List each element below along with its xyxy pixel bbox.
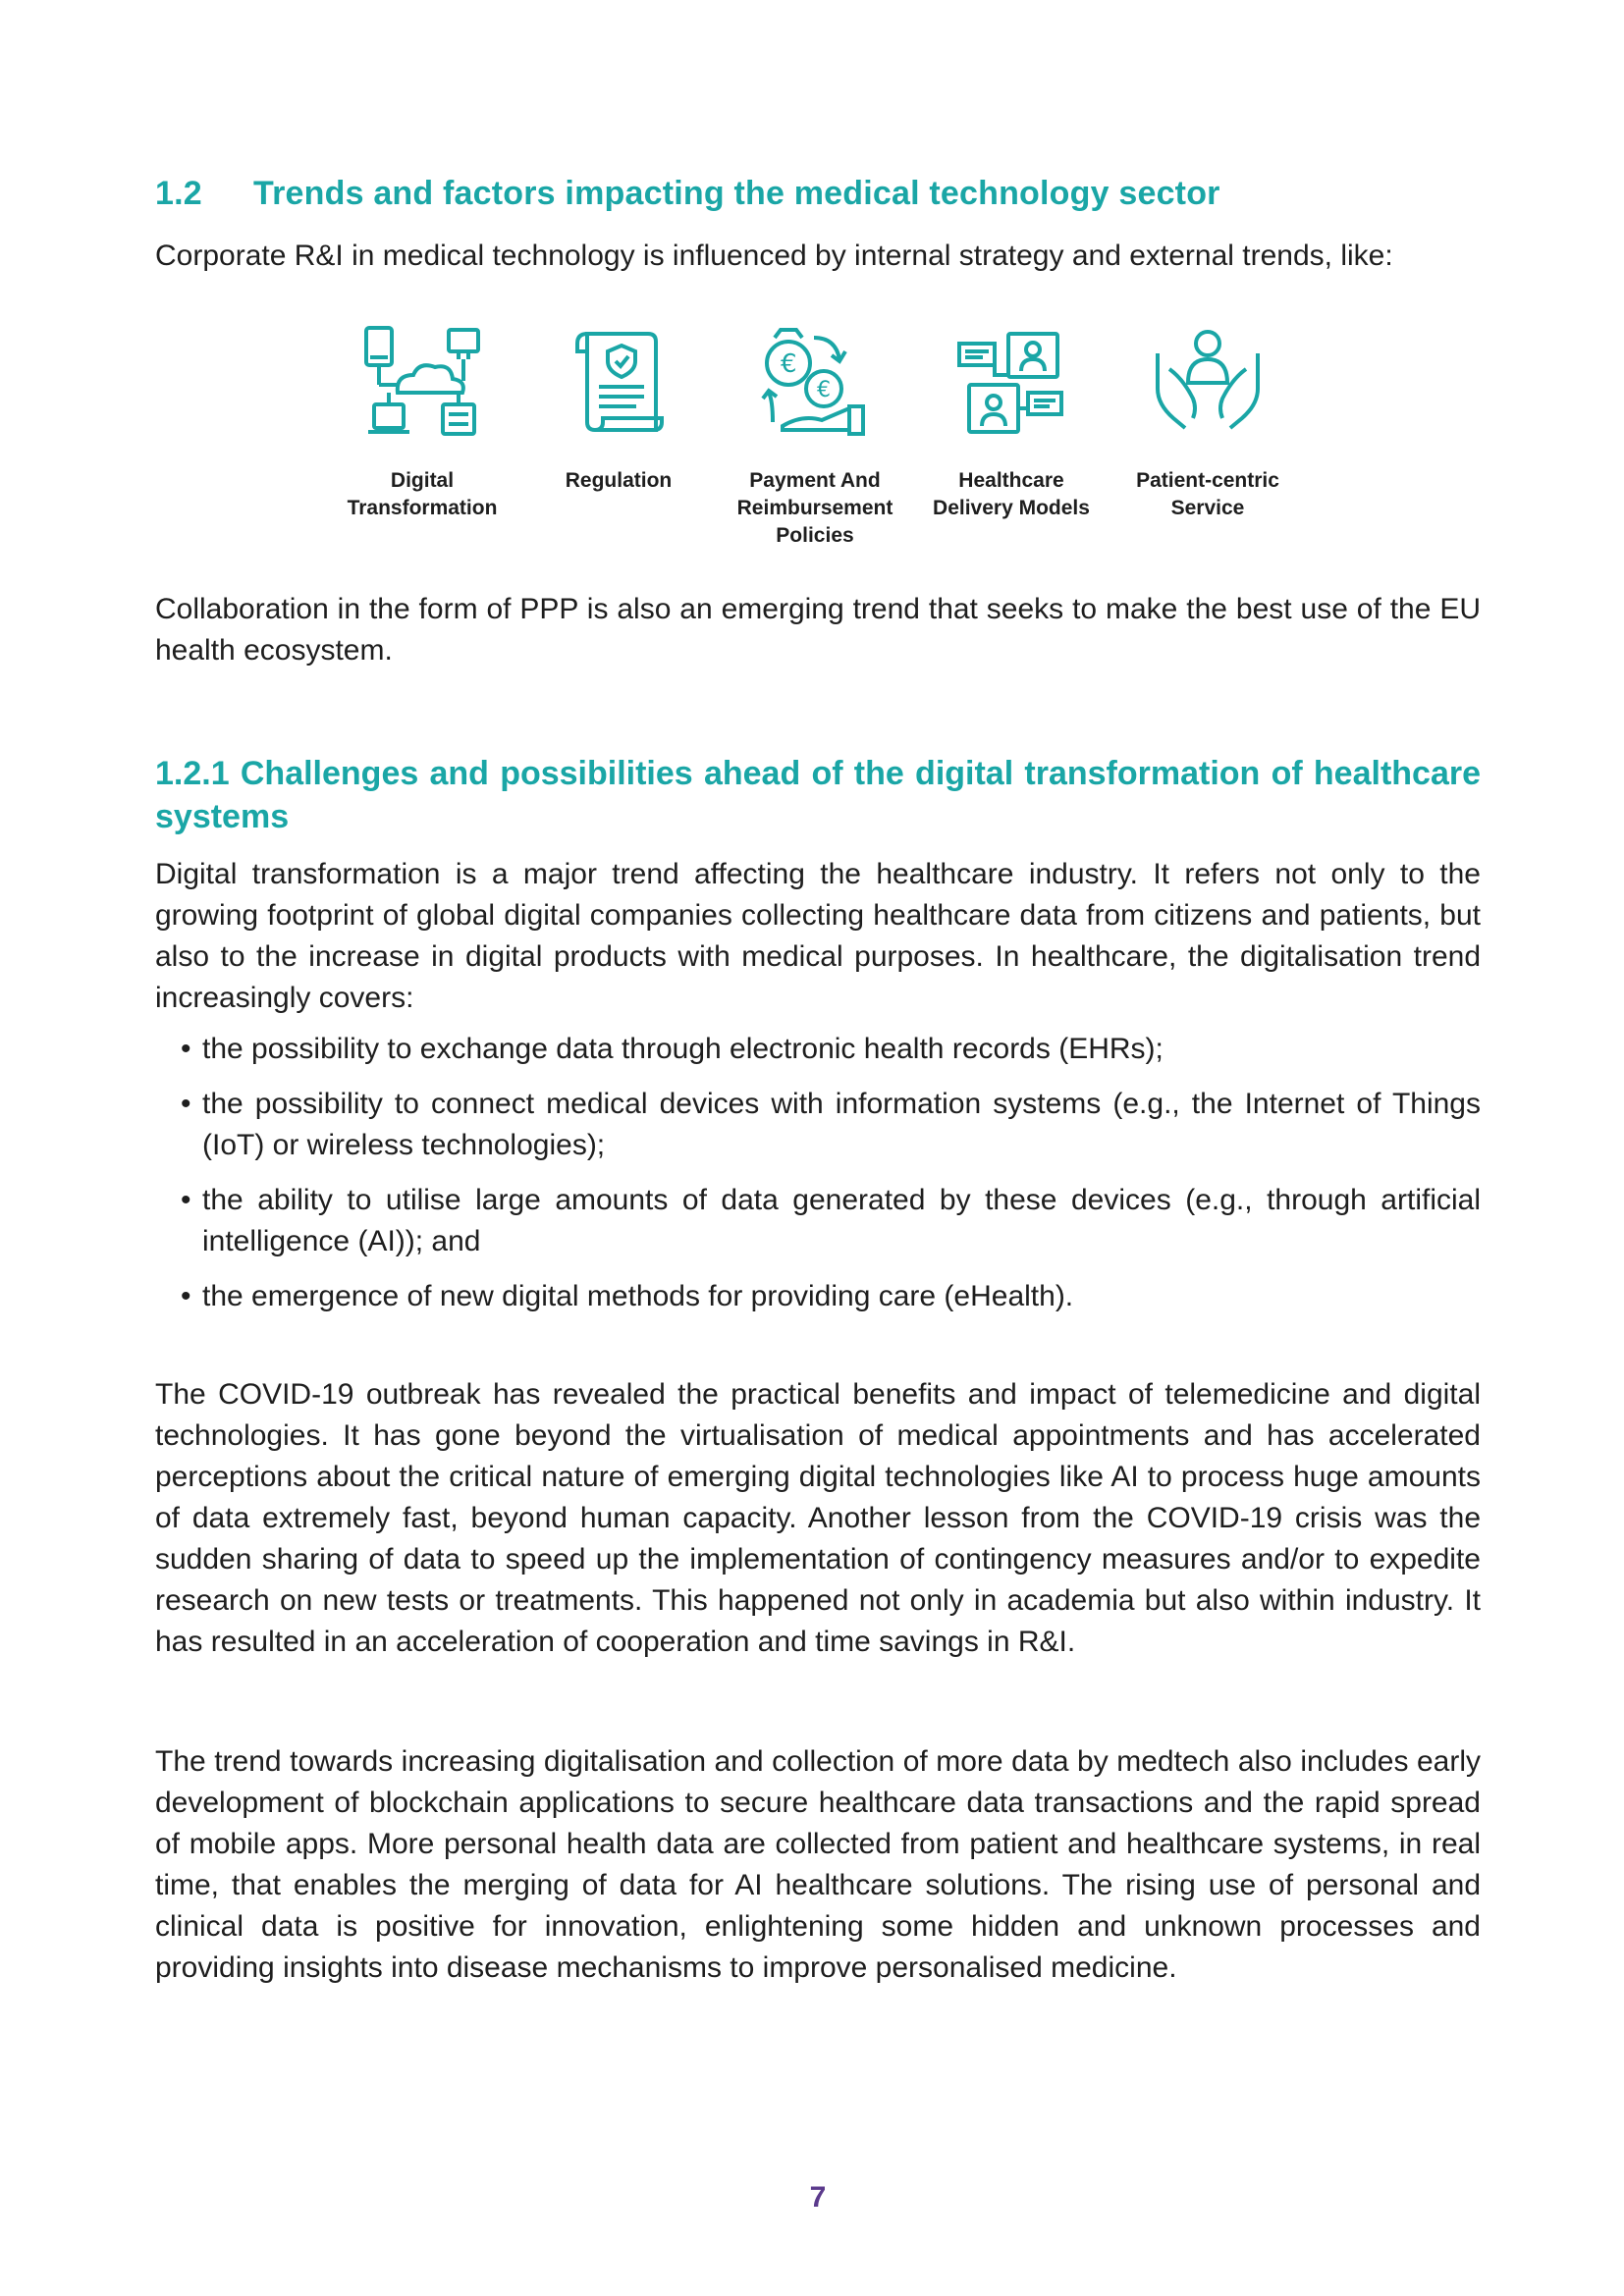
- list-item: [155, 1029, 1481, 1070]
- section-title: Trends and factors impacting the medical technology sector: [253, 175, 1220, 212]
- trend-label-line: Patient-centric: [1136, 469, 1279, 492]
- bullet-dot: •: [181, 1033, 191, 1065]
- trend-payment: [727, 324, 903, 550]
- bullet-dot: •: [181, 1184, 191, 1216]
- bullet-dot: •: [181, 1088, 191, 1120]
- bullet-dot: •: [181, 1280, 191, 1312]
- trend-regulation: [530, 324, 707, 495]
- svg-text:€: €: [817, 378, 831, 402]
- trend-label-line: Policies: [776, 524, 854, 547]
- list-item-text: the possibility to exchange data through electronic health records (EHRs);: [202, 1033, 1164, 1065]
- regulation-icon: [560, 324, 677, 442]
- trend-icons: [155, 324, 1481, 560]
- healthcare-delivery-icon: [949, 324, 1073, 442]
- digital-transformation-paragraph: Digital transformation is a major trend affecting the healthcare industry. It refers not only to the growing footprint of global digital companies collecting healthcare data from citizens and patients, but also to the increase in digital products with medical purposes. In healthcare, the digitalisation trend increasingly covers:: [155, 858, 1481, 1014]
- trend-label-line: Healthcare: [958, 469, 1064, 492]
- list-item: [155, 1276, 1481, 1317]
- patient-centric-icon: [1146, 324, 1270, 442]
- trend-label-line: Reimbursement: [736, 497, 893, 519]
- subsection-heading: 1.2.1 Challenges and possibilities ahead of the digital transformation of healthcare systems: [155, 755, 1481, 835]
- trend-label-line: Payment And: [749, 469, 881, 492]
- page-number: 7: [809, 2181, 827, 2214]
- trend-label-line: Delivery Models: [933, 497, 1090, 519]
- section-number: 1.2: [155, 175, 202, 212]
- digitalisation-list: [155, 1029, 1481, 1331]
- payment-icon: [753, 324, 877, 442]
- trend-digital-transformation: [334, 324, 511, 522]
- list-item-text: the emergence of new digital methods for providing care (eHealth).: [202, 1280, 1074, 1312]
- covid-paragraph: The COVID-19 outbreak has revealed the practical benefits and impact of telemedicine and digital technologies. It has gone beyond the virtualisation of medical appointments and has accelerated perceptions about the critical nature of emerging digital technologies like AI to process huge amounts of data extremely fast, beyond human capacity. Another lesson from the COVID-19 crisis was the sudden sharing of data to speed up the implementation of contingency measures and/or to expedite research on new tests or treatments. This happened not only in academia but also within industry. It has resulted in an acceleration of cooperation and time savings in R&I.: [155, 1378, 1481, 1658]
- trend-healthcare-delivery: [923, 324, 1100, 522]
- trend-patient-centric: [1119, 324, 1296, 522]
- digitalisation-paragraph: The trend towards increasing digitalisation and collection of more data by medtech also includes early development of blockchain applications to secure healthcare data transactions and the rapid spread of mobile apps. More personal health data are collected from patient and healthcare systems, in real time, that enables the merging of data for AI healthcare solutions. The rising use of personal and clinical data is positive for innovation, enlightening some hidden and unknown processes and providing insights into disease mechanisms to improve personalised medicine.: [155, 1745, 1481, 1984]
- trend-label-line: Transformation: [347, 497, 498, 519]
- digital-transformation-icon: [360, 324, 484, 442]
- collaboration-paragraph: Collaboration in the form of PPP is also an emerging trend that seeks to make the best use of the EU health ecosystem.: [155, 593, 1481, 667]
- trend-label-line: Regulation: [565, 469, 673, 492]
- list-item-text: the ability to utilise large amounts of data generated by these devices (e.g., through artificial intelligence (AI)); and: [202, 1184, 1481, 1257]
- trend-label-line: Service: [1170, 497, 1245, 519]
- section-intro: Corporate R&I in medical technology is influenced by internal strategy and external trends, like:: [155, 240, 1393, 272]
- list-item-text: the possibility to connect medical devices with information systems (e.g., the Internet of Things (IoT) or wireless technologies);: [202, 1088, 1481, 1161]
- svg-text:€: €: [781, 349, 797, 379]
- list-item: [155, 1180, 1481, 1262]
- trend-label-line: Digital: [390, 469, 455, 492]
- section-heading: [155, 175, 1220, 213]
- list-item: [155, 1084, 1481, 1166]
